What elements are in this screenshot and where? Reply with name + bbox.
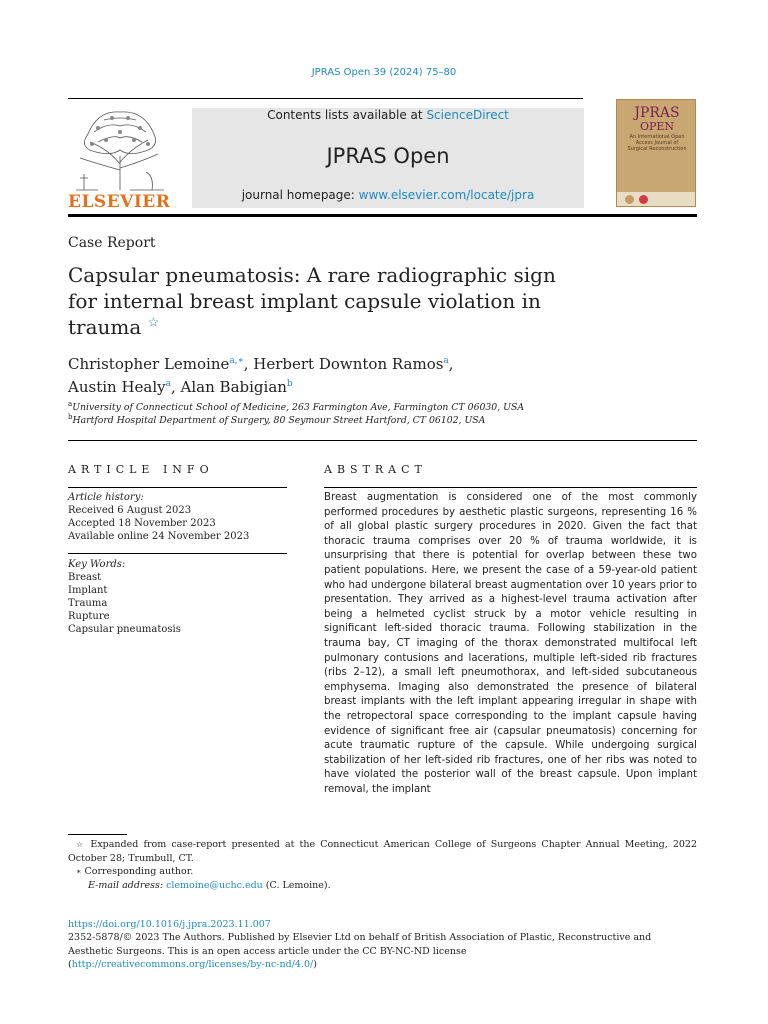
keyword: Implant: [68, 585, 108, 596]
keywords-block: [68, 558, 288, 636]
title-footnote-star-icon[interactable]: ☆: [147, 315, 160, 331]
author-affil-mark[interactable]: a,∗: [229, 356, 244, 366]
author-separator: ,: [171, 378, 181, 396]
license-text: 2352-5878/© 2023 The Authors. Published by Elsevier Ltd on behalf of British Association of Plastic, Reconstructive and Aesthetic Surgeons. This is an open access article under the CC BY-NC-ND license: [68, 932, 652, 957]
author-list: [68, 351, 628, 397]
affiliation-mark: a: [68, 400, 73, 408]
abstract-heading: ABSTRACT: [324, 463, 427, 476]
article-title-text: Capsular pneumatosis: A rare radiographic sign for internal breast implant capsule violation in trauma: [68, 263, 556, 339]
society-seal-icon: [625, 195, 634, 204]
journal-title: JPRAS Open: [326, 144, 450, 168]
author-separator: ,: [243, 355, 254, 373]
abstract-rule: [324, 487, 697, 488]
article-history: [68, 491, 288, 543]
affiliation-text: Hartford Hospital Department of Surgery, 80 Seymour Street Hartford, CT 06102, USA: [72, 415, 486, 427]
history-accepted: Accepted 18 November 2023: [68, 518, 216, 529]
history-heading: Article history:: [68, 492, 144, 503]
cover-subtitle: An International Open Access Journal of Surgical Reconstruction: [627, 134, 687, 152]
cover-footer: [617, 192, 696, 207]
footnote-email: [68, 879, 697, 893]
article-info-heading: ARTICLE INFO: [68, 463, 214, 476]
email-link[interactable]: clemoine@uchc.edu: [166, 880, 263, 891]
author-name[interactable]: Herbert Downton Ramos: [253, 355, 444, 373]
email-label: E-mail address:: [88, 880, 167, 891]
footnote-text: Corresponding author.: [84, 866, 194, 877]
author-name[interactable]: Alan Babigian: [180, 378, 287, 396]
homepage-line: [192, 188, 584, 202]
sciencedirect-link[interactable]: ScienceDirect: [426, 108, 509, 122]
header-rule: [68, 98, 583, 99]
footnote-presentation: [68, 838, 697, 865]
contents-prefix: Contents lists available at: [267, 108, 427, 122]
article-info-rule: [68, 487, 287, 488]
keywords-heading: Key Words:: [68, 559, 126, 570]
footnote-asterisk: ∗: [76, 867, 82, 876]
author-name[interactable]: Christopher Lemoine: [68, 355, 230, 373]
license-paren-close: ): [313, 959, 317, 970]
abstract-body: Breast augmentation is considered one of the most commonly performed procedures by aesthetic plastic surgeons, representing 16 % of all global plastic surgery procedures in 2020. Given the fact that thoracic trauma comprises over 20 % of trauma worldwide, it is unsurprising that there is potential for overlap between these two patient populations. Here, we present the case of a 59-year-old patient who had undergone bilateral breast augmentation over 10 years prior to presentation. They arrived as a highest-level trauma activation after being a helmeted cyclist struck by a motor vehicle resulting in significant left-sided thoracic trauma. Following stabilization in the trauma bay, CT imaging of the thorax demonstrated multifocal left pulmonary contusions and lacerations, multiple left-sided rib fractures (ribs 2–12), a small left pneumothorax, and left-sided subcutaneous emphysema. Imaging also demonstrated the presence of bilateral breast implants with the left implant appearing irregular in shape with the retropectoral space corresponding to the implant capsule having evidence of significant free air (capsular pneumatosis) concerning for acute traumatic rupture of the capsule. While undergoing surgical stabilization of her left-sided rib fractures, one of her ribs was noted to have violated the posterior wall of the breast capsule. Upon implant removal, the implant: [324, 492, 697, 795]
journal-cover-thumbnail[interactable]: [616, 99, 696, 207]
journal-citation[interactable]: JPRAS Open 39 (2024) 75–80: [311, 67, 457, 78]
keywords-rule: [68, 553, 287, 554]
contents-line: [192, 108, 584, 122]
email-suffix: (C. Lemoine).: [262, 880, 331, 891]
license-url-link[interactable]: http://creativecommons.org/licenses/by-nc-nd/4.0/: [71, 959, 314, 970]
doi-link[interactable]: https://doi.org/10.1016/j.jpra.2023.11.007: [68, 919, 271, 930]
journal-homepage-link[interactable]: www.elsevier.com/locate/jpra: [358, 188, 535, 202]
elsevier-tree-icon: [68, 104, 168, 192]
history-received: Received 6 August 2023: [68, 505, 192, 516]
history-online: Available online 24 November 2023: [68, 531, 250, 542]
section-rule: [68, 440, 697, 441]
footnote-rule: [68, 834, 127, 835]
cover-title-open: OPEN: [639, 120, 675, 133]
keyword: Capsular pneumatosis: [68, 624, 181, 635]
affiliation-text: University of Connecticut School of Medicine, 263 Farmington Ave, Farmington CT 06030, USA: [72, 402, 525, 414]
cover-title: JPRAS: [634, 105, 680, 121]
affiliation-mark: b: [68, 413, 73, 421]
keyword: Trauma: [68, 598, 108, 609]
affiliation-a: [68, 400, 688, 413]
keyword: Rupture: [68, 611, 110, 622]
footnote-star-icon: ☆: [76, 840, 86, 849]
article-type: Case Report: [68, 235, 156, 251]
author-affil-mark[interactable]: a: [443, 356, 449, 366]
keyword: Breast: [68, 572, 102, 583]
masthead-rule: [68, 214, 697, 217]
footnote-text: Expanded from case-report presented at the Connecticut American College of Surgeons Chapter Annual Meeting, 2022 October 28; Trumbull, CT.: [68, 839, 698, 864]
author-affil-mark[interactable]: a: [165, 379, 171, 389]
homepage-prefix: journal homepage:: [241, 188, 359, 202]
article-title: [68, 262, 588, 340]
license-paren-open: (: [68, 959, 72, 970]
affiliation-b: [68, 413, 688, 426]
elsevier-wordmark: ELSEVIER: [68, 192, 171, 212]
license-notice: [68, 931, 697, 972]
journal-masthead: [192, 108, 584, 208]
elsevier-logo: [68, 104, 186, 212]
author-name[interactable]: Austin Healy: [68, 378, 166, 396]
footnote-corresponding: [68, 865, 697, 879]
author-separator: ,: [448, 355, 454, 373]
author-affil-mark[interactable]: b: [286, 379, 293, 389]
open-access-icon: [639, 195, 648, 204]
